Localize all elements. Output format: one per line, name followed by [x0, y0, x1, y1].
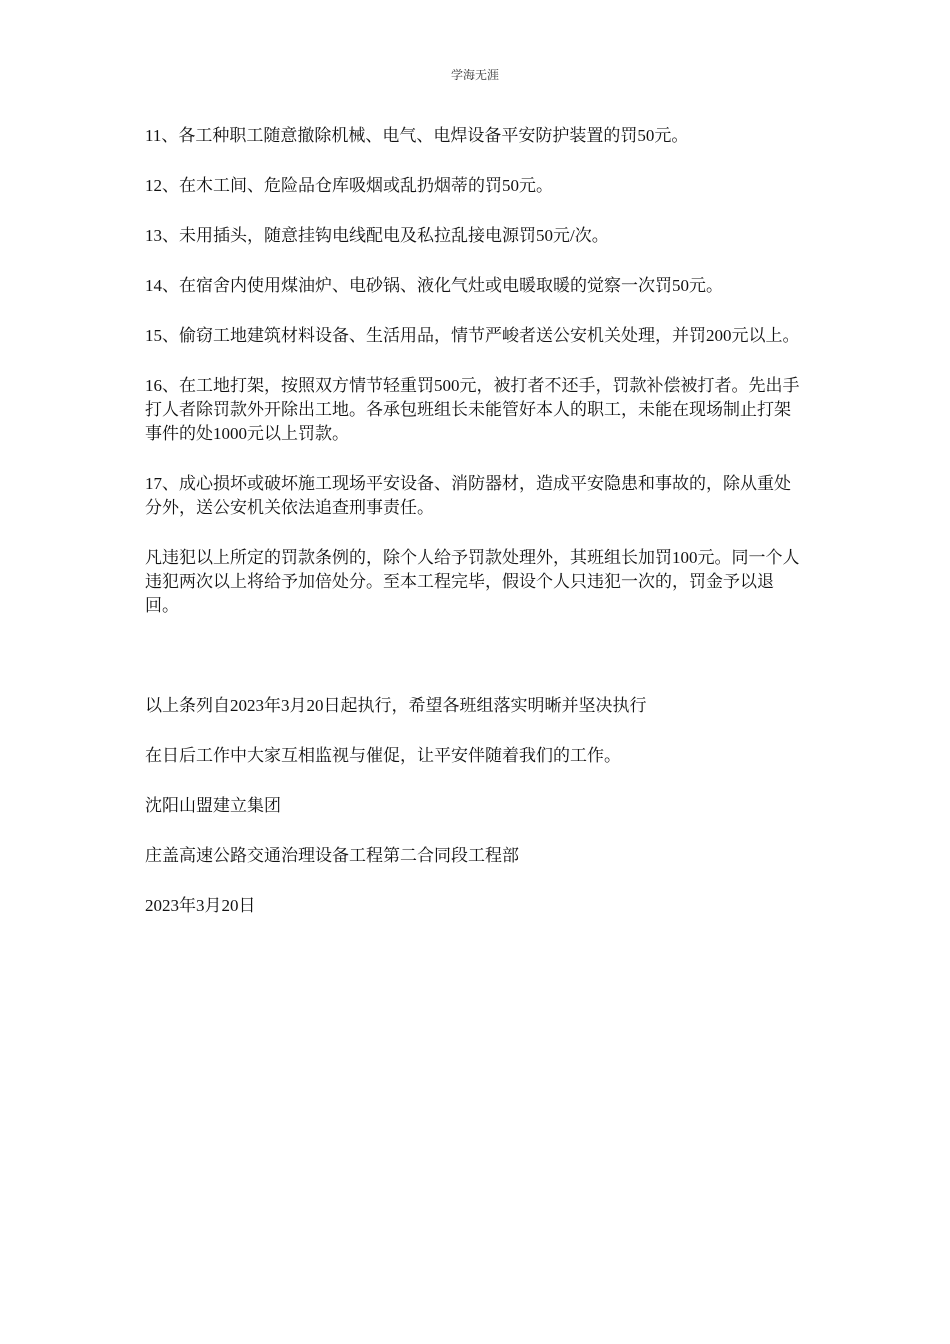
effective-date-notice: 以上条列自2023年3月20日起执行，希望各班组落实明晰并坚决执行 [145, 696, 647, 715]
rule-13: 13、未用插头，随意挂钩电线配电及私拉乱接电源罚50元/次。 [145, 226, 609, 245]
company-name: 沈阳山盟建立集团 [145, 796, 281, 815]
rule-12: 12、在木工间、危险品仓库吸烟或乱扔烟蒂的罚50元。 [145, 176, 553, 195]
rule-15: 15、偷窃工地建筑材料设备、生活用品，情节严峻者送公安机关处理，并罚200元以上。 [145, 326, 800, 345]
rule-11: 11、各工种职工随意撤除机械、电气、电焊设备平安防护装置的罚50元。 [145, 126, 689, 145]
department-name: 庄盖高速公路交通治理设备工程第二合同段工程部 [145, 846, 519, 865]
encouragement-text: 在日后工作中大家互相监视与催促，让平安伴随着我们的工作。 [145, 746, 621, 765]
rule-14: 14、在宿舍内使用煤油炉、电砂锅、液化气灶或电暖取暖的觉察一次罚50元。 [145, 276, 723, 295]
rule-16: 16、在工地打架，按照双方情节轻重罚500元，被打者不还手，罚款补偿被打者。先出手打人者除罚款外开除出工地。各承包班组长未能管好本人的职工，未能在现场制止打架事件的处1000元以上罚款。 [145, 376, 800, 443]
rule-17: 17、成心损坏或破坏施工现场平安设备、消防器材，造成平安隐患和事故的，除从重处分外，送公安机关依法追查刑事责任。 [145, 474, 791, 517]
page-header: 学海无涯 [450, 68, 499, 82]
section-spacer [145, 644, 805, 694]
document-body [145, 124, 805, 944]
signature-date: 2023年3月20日 [145, 896, 256, 915]
penalty-summary: 凡违犯以上所定的罚款条例的，除个人给予罚款处理外，其班组长加罚100元。同一个人违犯两次以上将给予加倍处分。至本工程完毕，假设个人只违犯一次的，罚金予以退回。 [145, 548, 800, 615]
